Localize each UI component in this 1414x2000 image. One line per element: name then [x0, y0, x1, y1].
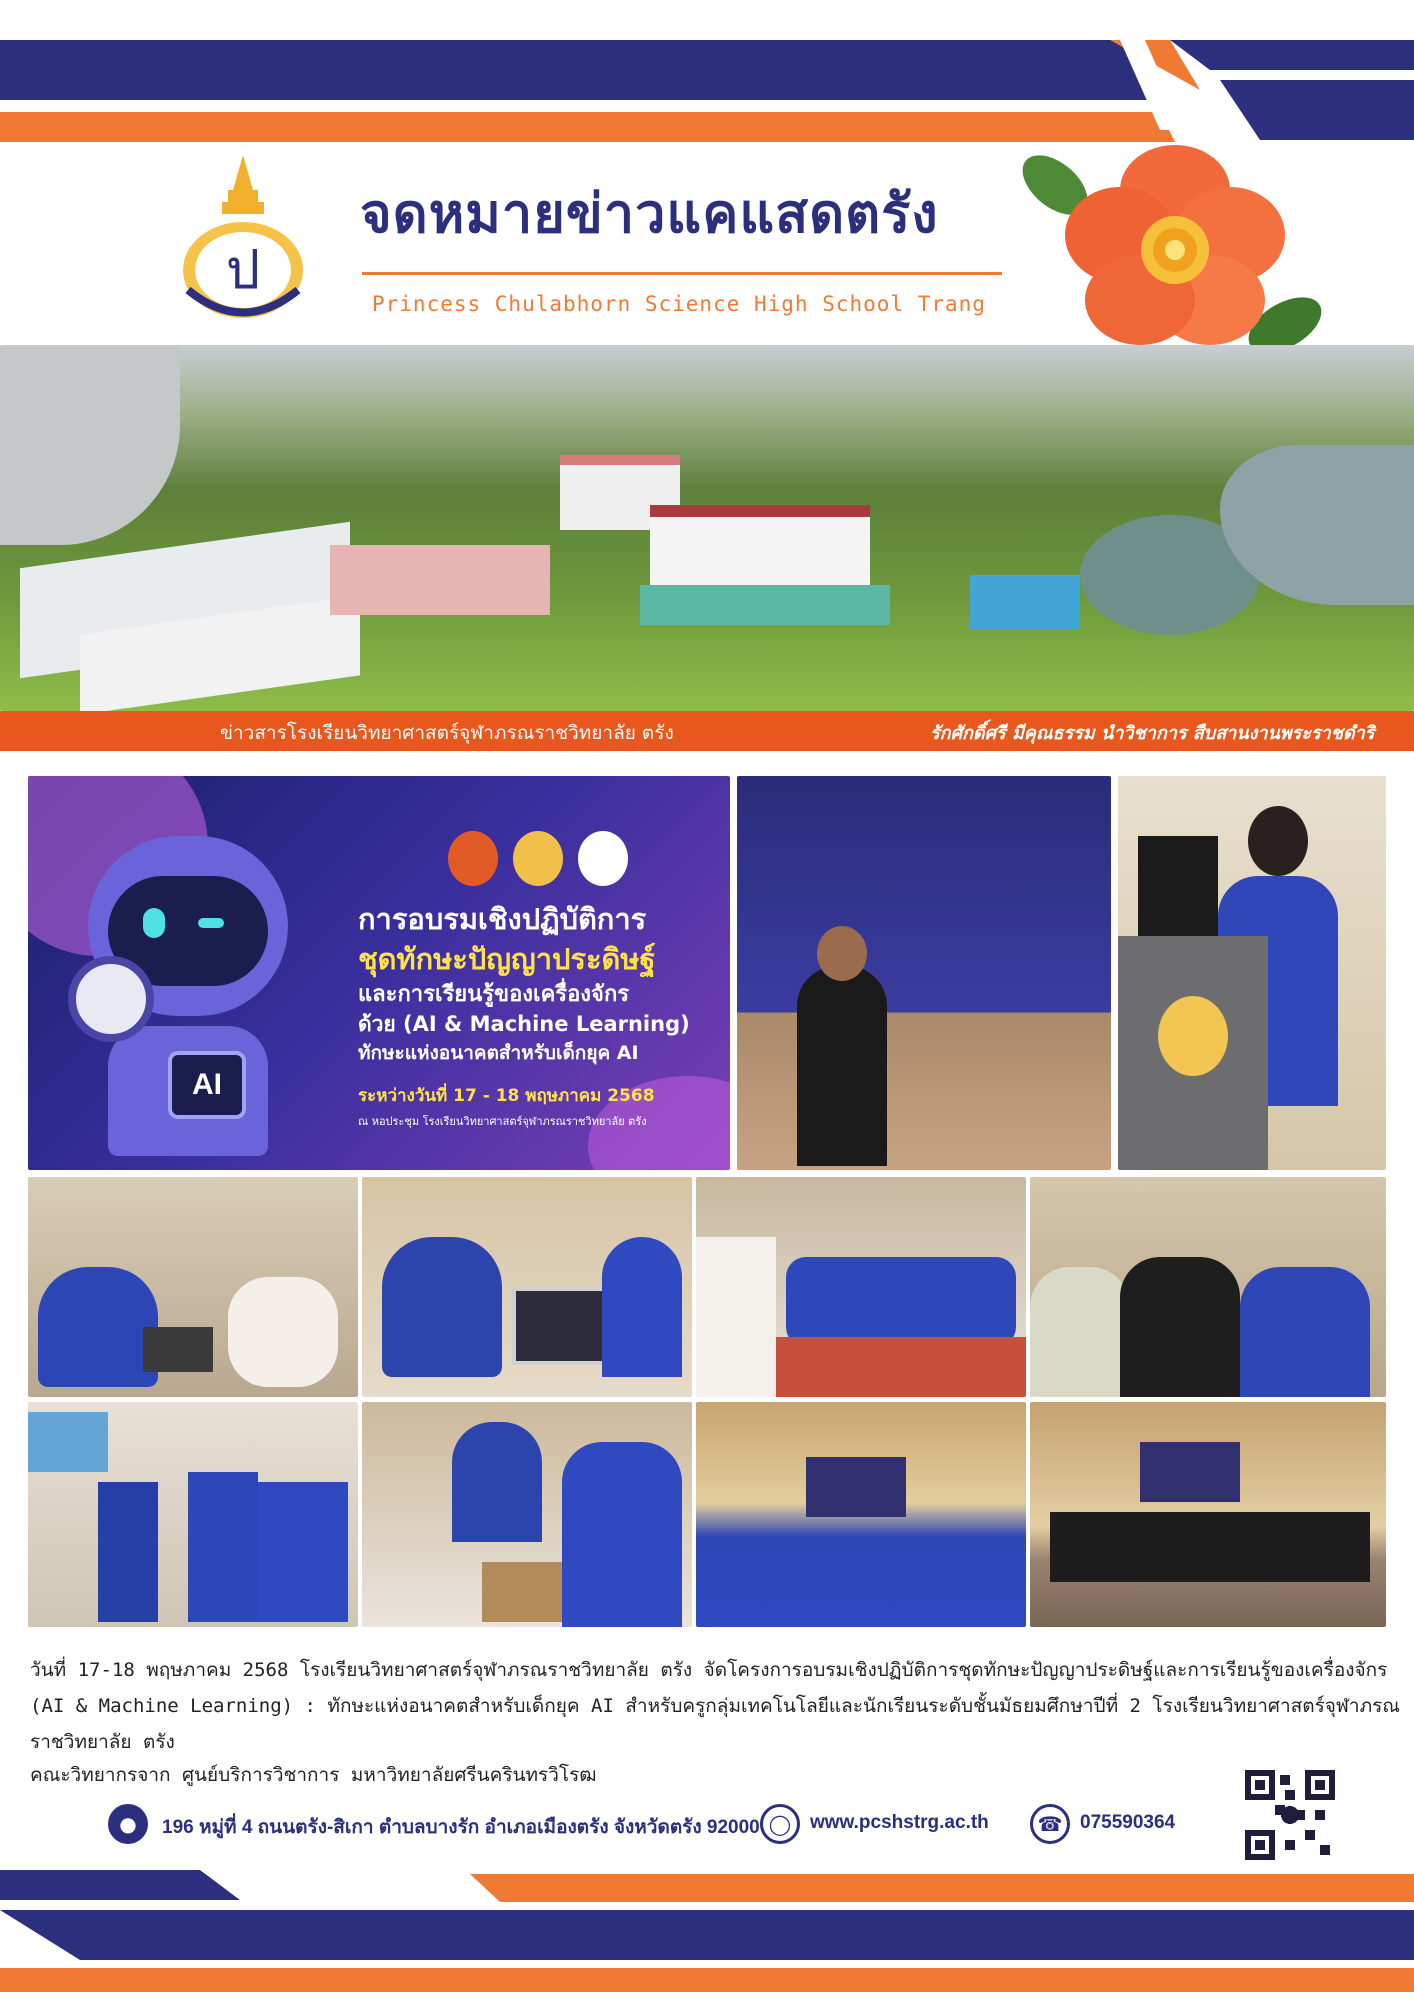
address-text: 196 หมู่ที่ 4 ถนนตรัง-สิเกา ตำบลบางรัก อำเภอเมืองตรัง จังหวัดตรัง 92000 [162, 1817, 760, 1838]
globe-icon: ◯ [760, 1804, 800, 1844]
photo-group-2 [1030, 1402, 1386, 1627]
school-emblem [178, 150, 308, 325]
caption-news: ข่าวสารโรงเรียนวิทยาศาสตร์จุฬาภรณราชวิทยาลัย ตรัง [220, 722, 674, 744]
banner-venue: ณ หอประชุม โรงเรียนวิทยาศาสตร์จุฬาภรณราชวิทยาลัย ตรัง [358, 1115, 647, 1128]
ai-chip: AI [168, 1051, 246, 1119]
banner-heading-3: และการเรียนรู้ของเครื่องจักร [358, 982, 630, 1007]
banner-heading-1: การอบรมเชิงปฏิบัติการ [358, 902, 647, 936]
photo-speaker-stage [737, 776, 1111, 1170]
caption-motto: รักศักดิ์ศรี มีคุณธรรม นำวิชาการ สืบสานงานพระราชดำริ [930, 723, 1375, 744]
photo-workshop-1 [28, 1177, 358, 1397]
photo-workshop-4 [1030, 1177, 1386, 1397]
top-stripes [0, 0, 1414, 150]
robot-illustration [68, 836, 308, 1156]
banner-date: ระหว่างวันที่ 17 - 18 พฤษภาคม 2568 [358, 1086, 655, 1106]
svg-text:ป: ป [225, 238, 261, 301]
school-name-english: Princess Chulabhorn Science High School Trang [372, 292, 986, 316]
banner-heading-5: ทักษะแห่งอนาคตสำหรับเด็กยุค AI [358, 1042, 639, 1064]
location-pin-icon: ● [108, 1804, 148, 1844]
aerial-school-photo [0, 345, 1414, 711]
flower-decoration [1015, 135, 1330, 360]
bottom-stripes [0, 1860, 1414, 2000]
phone-number[interactable]: 075590364 [1080, 1812, 1176, 1833]
speaker-credit: คณะวิทยากรจาก ศูนย์บริการวิชาการ มหาวิทยาลัยศรีนครินทรวิโรฒ [30, 1764, 597, 1786]
newsletter-title: จดหมายข่าวแคแสดตรัง [360, 181, 939, 245]
phone-icon: ☎ [1030, 1804, 1070, 1844]
logo-row [448, 831, 648, 891]
photo-workshop-6 [362, 1402, 692, 1627]
qr-code[interactable] [1245, 1770, 1335, 1860]
banner-heading-4: ด้วย (AI & Machine Learning) [358, 1012, 690, 1036]
title-divider [362, 272, 1002, 275]
photo-workshop-2 [362, 1177, 692, 1397]
photo-student-podium [1118, 776, 1386, 1170]
article-paragraph: วันที่ 17-18 พฤษภาคม 2568 โรงเรียนวิทยาศาสตร์จุฬาภรณราชวิทยาลัย ตรัง จัดโครงการอบรมเชิงปฏิบัติการชุดทักษะปัญญาประดิษฐ์และการเรียนรู้ของเครื่องจักร (AI & Machine Learning) : ทักษะแห่งอนาคตสำหรับเด็กยุค AI สำหรับครูกลุ่มเทคโนโลยีและนักเรียนระดับชั้นมัธยมศึกษาปีที่ 2 โรงเรียนวิทยาศาสตร์จุฬาภรณราชวิทยาลัย ตรัง [30, 1659, 1400, 1753]
website-link[interactable]: www.pcshstrg.ac.th [810, 1812, 989, 1833]
photo-group-1 [696, 1402, 1026, 1627]
photo-workshop-3 [696, 1177, 1026, 1397]
training-banner [28, 776, 730, 1170]
photo-workshop-5 [28, 1402, 358, 1627]
banner-heading-2: ชุดทักษะปัญญาประดิษฐ์ [358, 942, 656, 976]
